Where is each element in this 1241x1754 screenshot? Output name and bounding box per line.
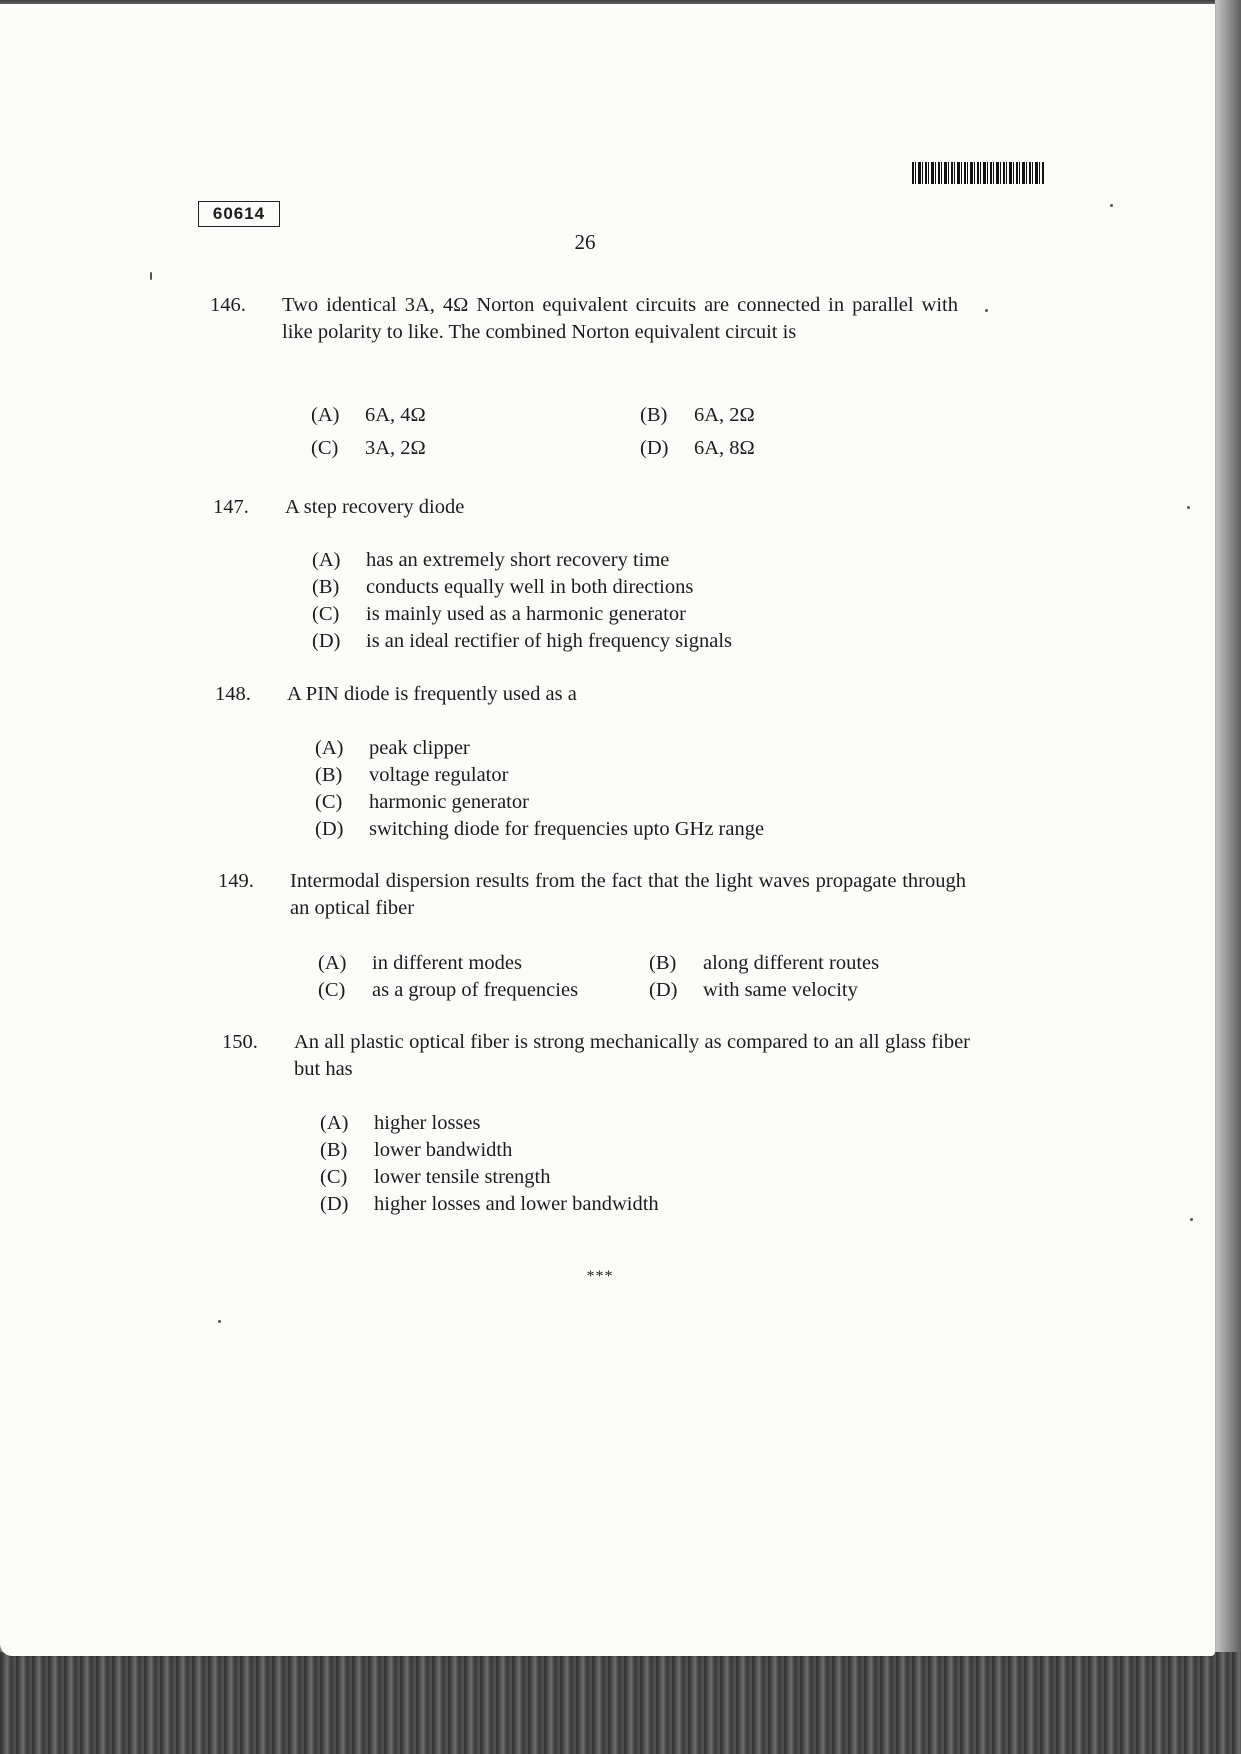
question-number: 146. <box>210 294 246 316</box>
scan-speck <box>150 272 152 280</box>
paper-code-box: 60614 <box>198 201 280 227</box>
option-147-d: (D) is an ideal rectifier of high frequency signals <box>312 630 733 652</box>
option-150-b: (B) lower bandwidth <box>320 1139 513 1161</box>
option-149-b: (B) along different routes <box>649 952 880 974</box>
page-number: 26 <box>574 230 596 254</box>
option-148-c: (C) harmonic generator <box>315 791 529 813</box>
end-mark: *** <box>586 1268 614 1285</box>
option-149-a: (A) in different modes <box>318 952 522 974</box>
exam-page <box>0 4 1215 1656</box>
question-number: 147. <box>213 496 249 518</box>
scan-edge-right <box>1215 0 1241 1754</box>
question-text: An all plastic optical fiber is strong mechanically as compared to an all glass fiber but has <box>294 1031 970 1080</box>
scan-speck <box>985 309 988 312</box>
option-146-d: (D) 6A, 8Ω <box>640 437 755 459</box>
barcode-image <box>912 162 1044 184</box>
scan-speck <box>218 1320 221 1323</box>
option-150-d: (D) higher losses and lower bandwidth <box>320 1193 659 1215</box>
option-148-d: (D) switching diode for frequencies upto GHz range <box>315 818 765 840</box>
question-number: 150. <box>222 1031 258 1053</box>
option-148-a: (A) peak clipper <box>315 737 470 759</box>
question-number: 148. <box>215 683 251 705</box>
option-146-a: (A) 6A, 4Ω <box>311 404 426 426</box>
question-text: Two identical 3A, 4Ω Norton equivalent circuits are connected in parallel with like polarity to like. The combined Norton equivalent circuit is <box>282 294 958 343</box>
option-150-c: (C) lower tensile strength <box>320 1166 551 1188</box>
scan-speck <box>1110 204 1113 207</box>
scan-speck <box>1187 506 1190 509</box>
option-148-b: (B) voltage regulator <box>315 764 509 786</box>
option-149-d: (D) with same velocity <box>649 979 858 1001</box>
option-147-b: (B) conducts equally well in both directions <box>312 576 694 598</box>
question-number: 149. <box>218 870 254 892</box>
option-146-c: (C) 3A, 2Ω <box>311 437 426 459</box>
option-150-a: (A) higher losses <box>320 1112 481 1134</box>
option-147-a: (A) has an extremely short recovery time <box>312 549 670 571</box>
scan-speck <box>1190 1218 1193 1221</box>
option-149-c: (C) as a group of frequencies <box>318 979 579 1001</box>
question-text: Intermodal dispersion results from the fact that the light waves propagate through an optical fiber <box>290 870 966 919</box>
question-text: A PIN diode is frequently used as a <box>287 683 577 705</box>
option-147-c: (C) is mainly used as a harmonic generator <box>312 603 686 625</box>
option-146-b: (B) 6A, 2Ω <box>640 404 755 426</box>
question-text: A step recovery diode <box>285 496 465 518</box>
scan-edge-bottom <box>0 1652 1241 1754</box>
